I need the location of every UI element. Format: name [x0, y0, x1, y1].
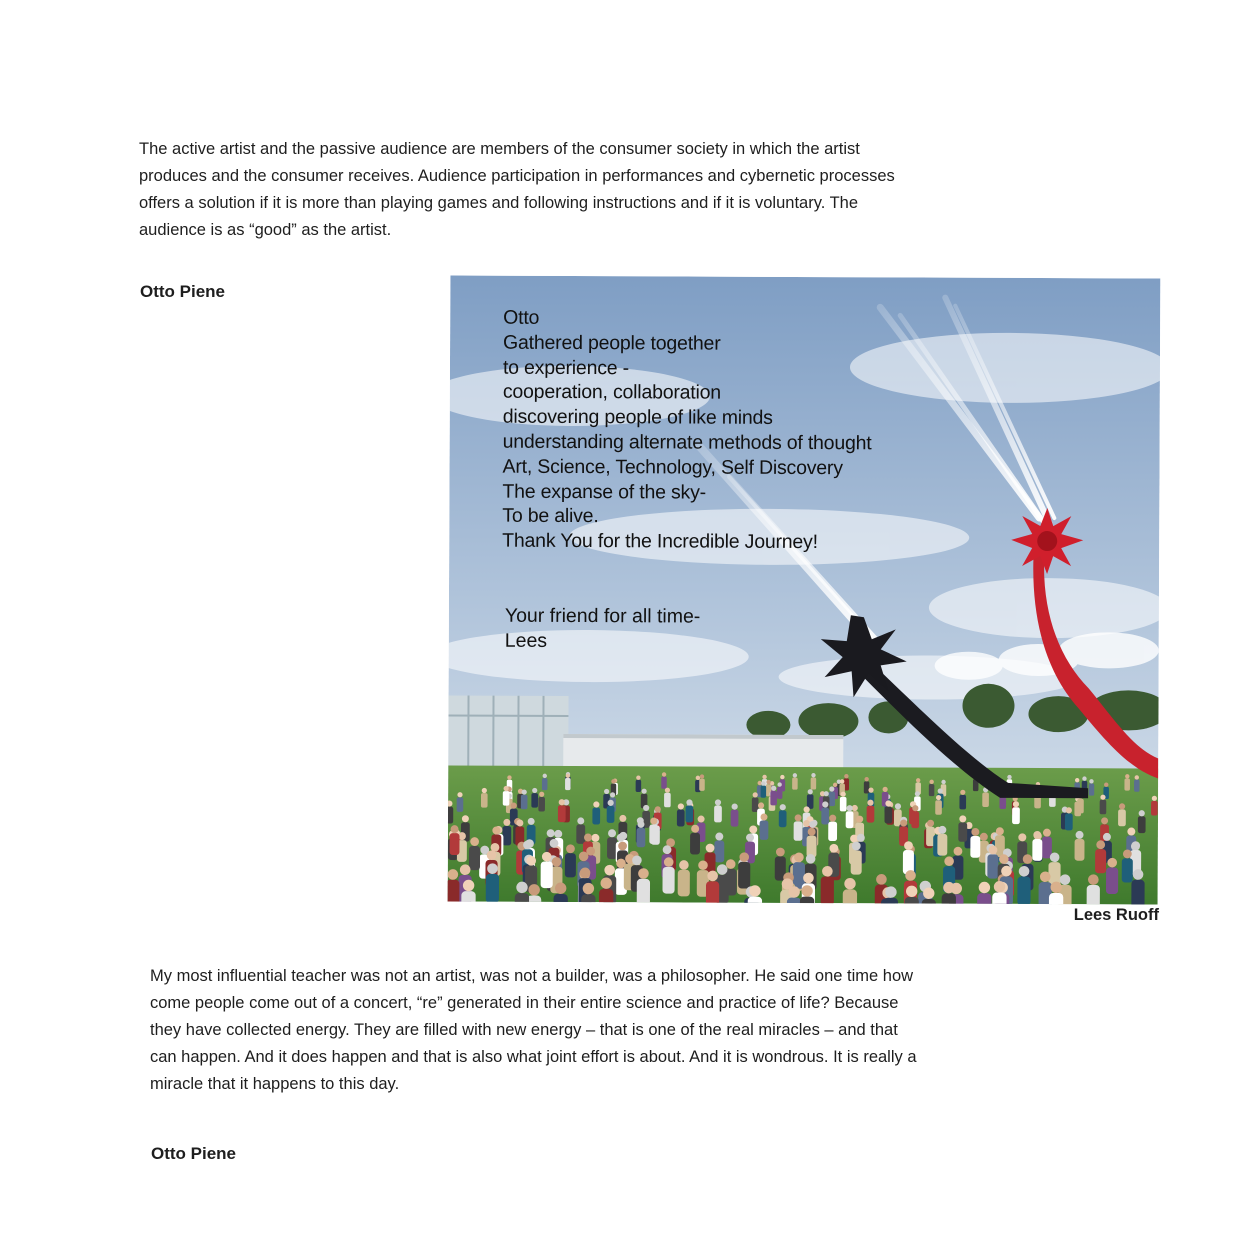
signoff-line: Lees: [504, 629, 548, 652]
quote-top-line: offers a solution if it is more than playing games and following instructions and if it is voluntary. The: [139, 194, 859, 212]
poem-line: understanding alternate methods of thought: [502, 430, 872, 455]
poem-line: cooperation, collaboration: [502, 381, 722, 405]
quote-bottom-line: miracle that it happens to this day.: [150, 1075, 400, 1093]
poem-line: The expanse of the sky-: [502, 480, 706, 504]
poem-line: to experience -: [502, 356, 630, 379]
quote-bottom-line: come people come out of a concert, “re” generated in their entire science and practice of life? Because: [150, 994, 899, 1012]
quote-top: [139, 136, 959, 244]
poem-line: To be alive.: [502, 505, 599, 528]
quote-top-author: Otto Piene: [140, 282, 226, 301]
quote-top-line: produces and the consumer receives. Audience participation in performances and cybernetic processes: [139, 167, 895, 185]
quote-top-line: The active artist and the passive audience are members of the consumer society in which the artist: [139, 140, 860, 158]
quote-bottom: [150, 963, 980, 1098]
poem-line: Gathered people together: [503, 331, 721, 355]
quote-bottom-line: My most influential teacher was not an artist, was not a builder, was a philosopher. He said one time how: [150, 967, 914, 985]
poem-line: discovering people of like minds: [502, 405, 773, 430]
event-photo: [448, 275, 1161, 904]
quote-top-line: audience is as “good” as the artist.: [139, 221, 392, 239]
poem-line: Art, Science, Technology, Self Discovery: [502, 455, 843, 479]
poem-line: Thank You for the Incredible Journey!: [502, 529, 818, 554]
photo-credit: Lees Ruoff: [1073, 906, 1159, 924]
signoff-line: Your friend for all time-: [504, 604, 701, 628]
poem-line: Otto: [503, 306, 540, 329]
quote-bottom-line: they have collected energy. They are filled with new energy – that is one of the real miracles – and that: [150, 1021, 898, 1039]
poem-signoff: [505, 604, 701, 654]
dedication-poem: [502, 306, 872, 556]
quote-bottom-line: can happen. And it does happen and that is also what joint effort is about. And it is wondrous. It is really a: [150, 1048, 917, 1066]
quote-bottom-author: Otto Piene: [151, 1144, 237, 1163]
